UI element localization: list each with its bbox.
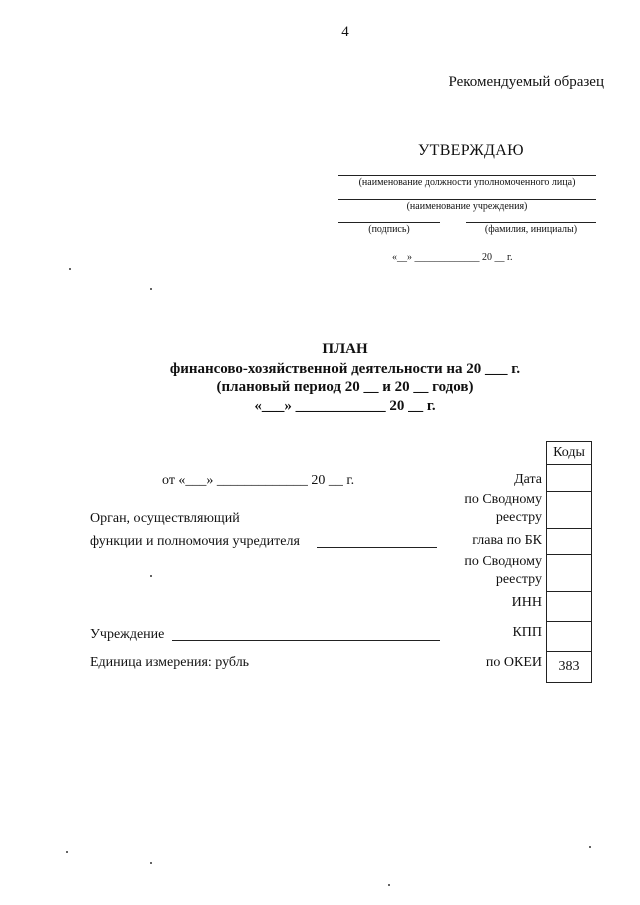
code-label-kpp: КПП: [512, 625, 542, 640]
plan-period: (плановый период 20 __ и 20 __ годов): [216, 379, 474, 395]
name-caption: (фамилия, инициалы): [484, 224, 578, 235]
code-label-registry1-b: реестру: [495, 510, 542, 525]
institution-field-line: [172, 640, 440, 641]
codes-table: [546, 441, 592, 683]
plan-subtitle: финансово-хозяйственной деятельности на 20 ___ г.: [169, 361, 521, 377]
approval-date-line: «__» _____________ 20 __ г.: [392, 252, 513, 263]
institution-caption: (наименование учреждения): [406, 201, 528, 212]
scan-speck: [589, 846, 591, 848]
date-from-line: от «___» _____________ 20 __ г.: [162, 473, 355, 488]
scan-speck: [66, 851, 68, 853]
code-label-inn: ИНН: [511, 595, 542, 610]
scan-speck: [69, 268, 71, 270]
code-label-registry1-a: по Сводному: [464, 492, 542, 507]
position-caption: (наименование должности уполномоченного лица): [358, 177, 576, 188]
code-label-date: Дата: [514, 472, 542, 487]
organ-line: [317, 547, 437, 548]
plan-date: «___» ____________ 20 __ г.: [254, 398, 436, 414]
scan-speck: [150, 862, 152, 864]
code-label-okei: по ОКЕИ: [485, 655, 542, 670]
code-cell-okei: 383: [547, 652, 592, 683]
organ-label-line1: Орган, осуществляющий: [90, 511, 240, 526]
code-cell-registry1: [547, 492, 592, 529]
signature-line: [338, 222, 440, 223]
code-label-registry2-b: реестру: [495, 572, 542, 587]
code-cell-kpp: [547, 622, 592, 652]
institution-label: Учреждение: [90, 627, 165, 642]
institution-line: [338, 199, 596, 200]
codes-header: Коды: [547, 442, 592, 465]
scan-speck: [150, 288, 152, 290]
position-line: [338, 175, 596, 176]
signature-caption: (подпись): [368, 224, 410, 235]
scan-speck: [388, 884, 390, 886]
page-number: 4: [341, 24, 349, 40]
unit-label: Единица измерения: рубль: [90, 655, 250, 670]
code-cell-registry2: [547, 555, 592, 592]
scan-speck: [150, 575, 152, 577]
organ-label-line2: функции и полномочия учредителя: [90, 534, 300, 549]
code-label-bk: глава по БК: [472, 533, 542, 548]
name-line: [466, 222, 596, 223]
plan-title: ПЛАН: [322, 341, 368, 357]
code-cell-inn: [547, 592, 592, 622]
code-label-registry2-a: по Сводному: [464, 554, 542, 569]
approve-heading: УТВЕРЖДАЮ: [418, 142, 524, 159]
recommended-sample-label: Рекомендуемый образец: [448, 74, 604, 90]
code-cell-date: [547, 465, 592, 492]
code-cell-bk: [547, 529, 592, 555]
